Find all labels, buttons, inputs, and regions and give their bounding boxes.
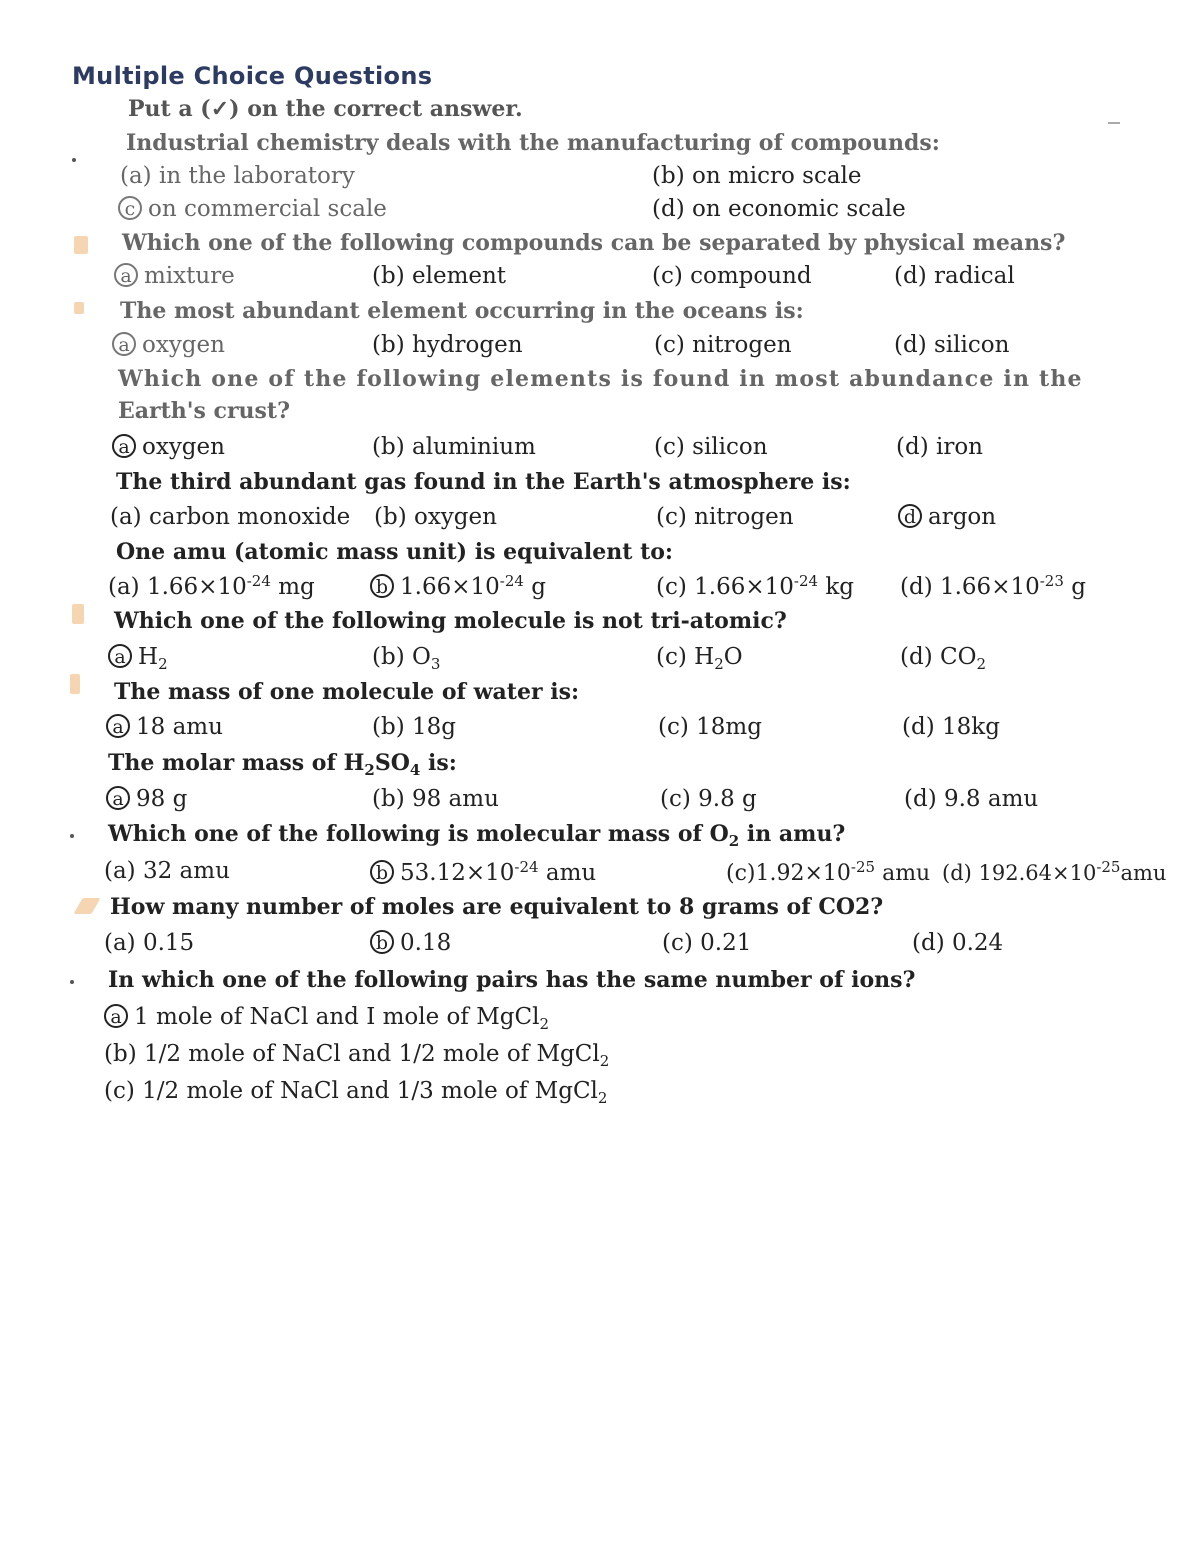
option-1d[interactable]: (d) on economic scale	[652, 196, 906, 222]
option-7a[interactable]: a $H_2$	[108, 644, 168, 673]
option-4d[interactable]: (d) iron	[896, 434, 983, 460]
highlight-mark	[72, 604, 84, 624]
option-5c[interactable]: (c) nitrogen	[656, 504, 794, 530]
answer-circle: a	[106, 714, 130, 738]
answer-circle: d	[898, 504, 922, 528]
option-11d[interactable]: (d) 0.24	[912, 930, 1004, 956]
option-5a[interactable]: (a) carbon monoxide	[110, 504, 351, 530]
option-11c[interactable]: (c) 0.21	[662, 930, 752, 956]
option-4b[interactable]: (b) aluminium	[372, 434, 536, 460]
option-3d[interactable]: (d) silicon	[894, 332, 1010, 358]
option-2c[interactable]: (c) compound	[652, 263, 812, 289]
option-6d[interactable]: (d) $1.66\times 10^{-23}$ g	[900, 572, 1086, 600]
option-7d[interactable]: (d) $CO_2$	[900, 644, 986, 673]
option-8c[interactable]: (c) 18mg	[658, 714, 762, 740]
question-7: Which one of the following molecule is not tri-atomic?	[114, 608, 787, 634]
option-11a[interactable]: (a) 0.15	[104, 930, 195, 956]
question-8: The mass of one molecule of water is:	[114, 679, 580, 705]
option-1b[interactable]: (b) on micro scale	[652, 163, 862, 189]
answer-circle: a	[106, 786, 130, 810]
check-mark-icon: ✓	[210, 96, 230, 122]
option-4a[interactable]: a oxygen	[112, 434, 225, 460]
option-12c[interactable]: (c) 1/2 mole of NaCl and 1/3 mole of MgCl$_2$	[104, 1078, 608, 1107]
stray-mark	[1108, 122, 1120, 124]
answer-circle: b	[370, 930, 394, 954]
bullet-dot	[70, 834, 74, 838]
question-4-line1: Which one of the following elements is found in most abundance in the	[118, 366, 1083, 392]
question-5: The third abundant gas found in the Earth's atmosphere is:	[116, 469, 851, 495]
highlight-mark	[74, 302, 84, 314]
answer-circle: c	[118, 196, 142, 220]
question-10: Which one of the following is molecular mass of $O_2$ in amu?	[108, 821, 846, 850]
answer-circle: a	[114, 263, 138, 287]
answer-circle: b	[370, 574, 394, 598]
option-2d[interactable]: (d) radical	[894, 263, 1015, 289]
page-title: Multiple Choice Questions	[72, 62, 433, 90]
option-12a[interactable]: a 1 mole of NaCl and I mole of MgCl$_2$	[104, 1004, 549, 1033]
option-7b[interactable]: (b) $O_3$	[372, 644, 441, 673]
highlight-mark	[74, 236, 88, 254]
option-5d[interactable]: d argon	[898, 504, 996, 530]
option-2b[interactable]: (b) element	[372, 263, 507, 289]
question-3: The most abundant element occurring in the oceans is:	[120, 298, 804, 324]
answer-circle: a	[112, 332, 136, 356]
option-1a[interactable]: (a) in the laboratory	[120, 163, 355, 189]
highlight-mark	[73, 898, 100, 914]
option-4c[interactable]: (c) silicon	[654, 434, 768, 460]
option-8d[interactable]: (d) 18kg	[902, 714, 1000, 740]
question-6: One amu (atomic mass unit) is equivalent to:	[116, 539, 674, 565]
question-11: How many number of moles are equivalent to 8 grams of CO2?	[110, 894, 884, 920]
highlight-mark	[70, 674, 80, 694]
option-10a[interactable]: (a) 32 amu	[104, 858, 230, 884]
option-7c[interactable]: (c) $H_2O$	[656, 644, 743, 673]
option-3c[interactable]: (c) nitrogen	[654, 332, 792, 358]
option-9a[interactable]: a 98 g	[106, 786, 187, 812]
answer-circle: a	[104, 1004, 128, 1028]
bullet-dot	[70, 980, 74, 984]
bullet-dot	[72, 158, 76, 162]
option-3b[interactable]: (b) hydrogen	[372, 332, 523, 358]
answer-circle: b	[370, 860, 394, 884]
option-12b[interactable]: (b) 1/2 mole of NaCl and 1/2 mole of MgCl$_2$	[104, 1041, 610, 1070]
option-5b[interactable]: (b) oxygen	[374, 504, 497, 530]
option-1c[interactable]: c on commercial scale	[118, 196, 387, 222]
answer-circle: a	[112, 434, 136, 458]
option-8b[interactable]: (b) 18g	[372, 714, 456, 740]
option-10d[interactable]: (d) $192.64\times 10^{-25}amu$	[942, 858, 1167, 885]
option-9c[interactable]: (c) 9.8 g	[660, 786, 757, 812]
option-9b[interactable]: (b) 98 amu	[372, 786, 499, 812]
option-3a[interactable]: a oxygen	[112, 332, 225, 358]
question-4-line2: Earth's crust?	[118, 398, 290, 424]
question-2: Which one of the following compounds can be separated by physical means?	[122, 230, 1066, 256]
option-2a[interactable]: a mixture	[114, 263, 235, 289]
option-6c[interactable]: (c) $1.66\times 10^{-24}$ kg	[656, 572, 855, 600]
option-11b[interactable]: b 0.18	[370, 930, 451, 956]
option-6a[interactable]: (a) $1.66\times 10^{-24}$ mg	[108, 572, 315, 600]
option-6b[interactable]: b $1.66\times 10^{-24}$ g	[370, 572, 546, 600]
option-8a[interactable]: a 18 amu	[106, 714, 223, 740]
question-1: Industrial chemistry deals with the manufacturing of compounds:	[126, 130, 940, 156]
question-9: The molar mass of $H_2SO_4$ is:	[108, 750, 457, 779]
answer-circle: a	[108, 644, 132, 668]
instruction: Put a (✓) on the correct answer.	[128, 96, 523, 122]
option-9d[interactable]: (d) 9.8 amu	[904, 786, 1039, 812]
option-10b[interactable]: b $53.12\times 10^{-24}$ amu	[370, 858, 596, 886]
question-12: In which one of the following pairs has the same number of ions?	[108, 967, 916, 993]
option-10c[interactable]: $(c)1.92\times 10^{-25}$ amu	[726, 858, 931, 886]
